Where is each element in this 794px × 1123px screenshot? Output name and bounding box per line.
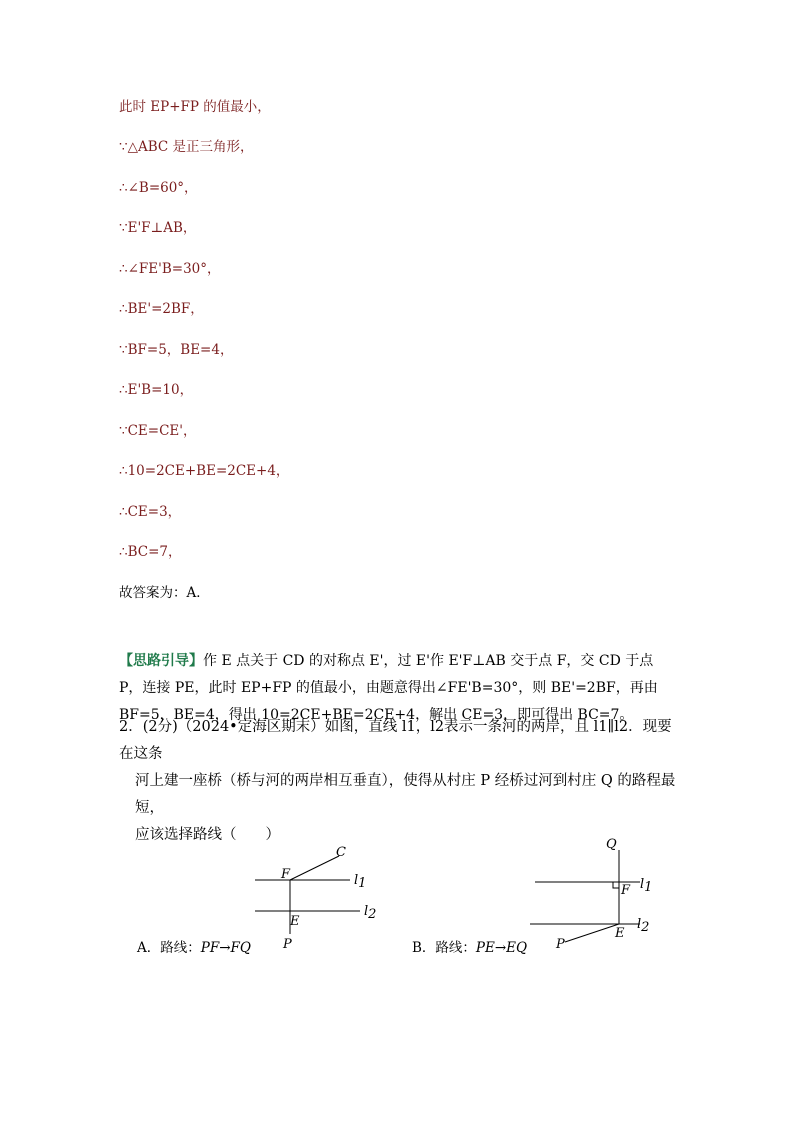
label-l1: l1 (354, 873, 367, 891)
solution-line: ∴BC=7， (119, 544, 182, 560)
question-line-3: 应该选择路线（ ） (135, 827, 280, 843)
question-2 (119, 714, 684, 849)
label-e: E (615, 926, 625, 941)
solution-line: ∴10=2CE+BE=2CE+4， (119, 463, 290, 479)
solution-line: ∴E'B=10， (119, 382, 194, 398)
hint-text: 作 E 点关于 CD 的对称点 E'，过 E'作 E'F⊥AB 交于点 F，交 CD 于点 P，连接 PE，此时 EP+FP 的值最小，由题意得出∠FE'B=30°，则 BE'=2BF，再由 BF=5，BE=4，得出 10=2CE+BE=2CE+4，解出 CE=3，即可得出 BC=7。 (119, 653, 658, 723)
question-line-1: 2．(2分)（2024•定海区期末）如图，直线 l1，l2表示一条河的两岸，且 l1∥l2．现要在这条 (119, 719, 672, 762)
solution-line: ∴BE'=2BF， (119, 301, 204, 317)
label-e: E (290, 914, 300, 929)
option-b[interactable]: B．路线：PE→EQ (412, 940, 528, 956)
label-c: C (336, 845, 346, 860)
solution-line: ∵BF=5，BE=4， (119, 342, 234, 358)
segment-fc (290, 856, 339, 880)
label-p: P (283, 937, 292, 952)
solution-line: ∵△ABC 是正三角形， (119, 139, 254, 155)
figure-b (525, 832, 685, 956)
solution-line: ∵CE=CE'， (119, 423, 197, 439)
label-l2: l2 (364, 904, 377, 922)
label-f: F (281, 867, 291, 882)
solution-line: ∴∠FE'B=30°， (119, 261, 221, 277)
answer-line: 故答案为：A． (119, 585, 210, 601)
segment-pe (565, 924, 619, 942)
label-q: Q (606, 837, 617, 852)
figure-a (240, 838, 390, 956)
label-f: F (621, 883, 631, 898)
solution-line: ∴∠B=60°， (119, 180, 198, 196)
label-l2: l2 (637, 917, 650, 935)
label-p: P (556, 937, 565, 952)
question-line-2: 河上建一座桥（桥与河的两岸相互垂直），使得从村庄 P 经桥过河到村庄 Q 的路程最短， (135, 773, 676, 816)
hint-tag: 【思路引导】 (119, 653, 203, 669)
solution-line: ∵E'F⊥AB， (119, 220, 197, 236)
solution-line: 此时 EP+FP 的值最小， (119, 99, 271, 115)
right-angle-mark (613, 882, 619, 888)
label-l1: l1 (640, 877, 653, 895)
solution-line: ∴CE=3， (119, 504, 182, 520)
option-a[interactable]: A．路线：PF→FQ (137, 940, 251, 956)
